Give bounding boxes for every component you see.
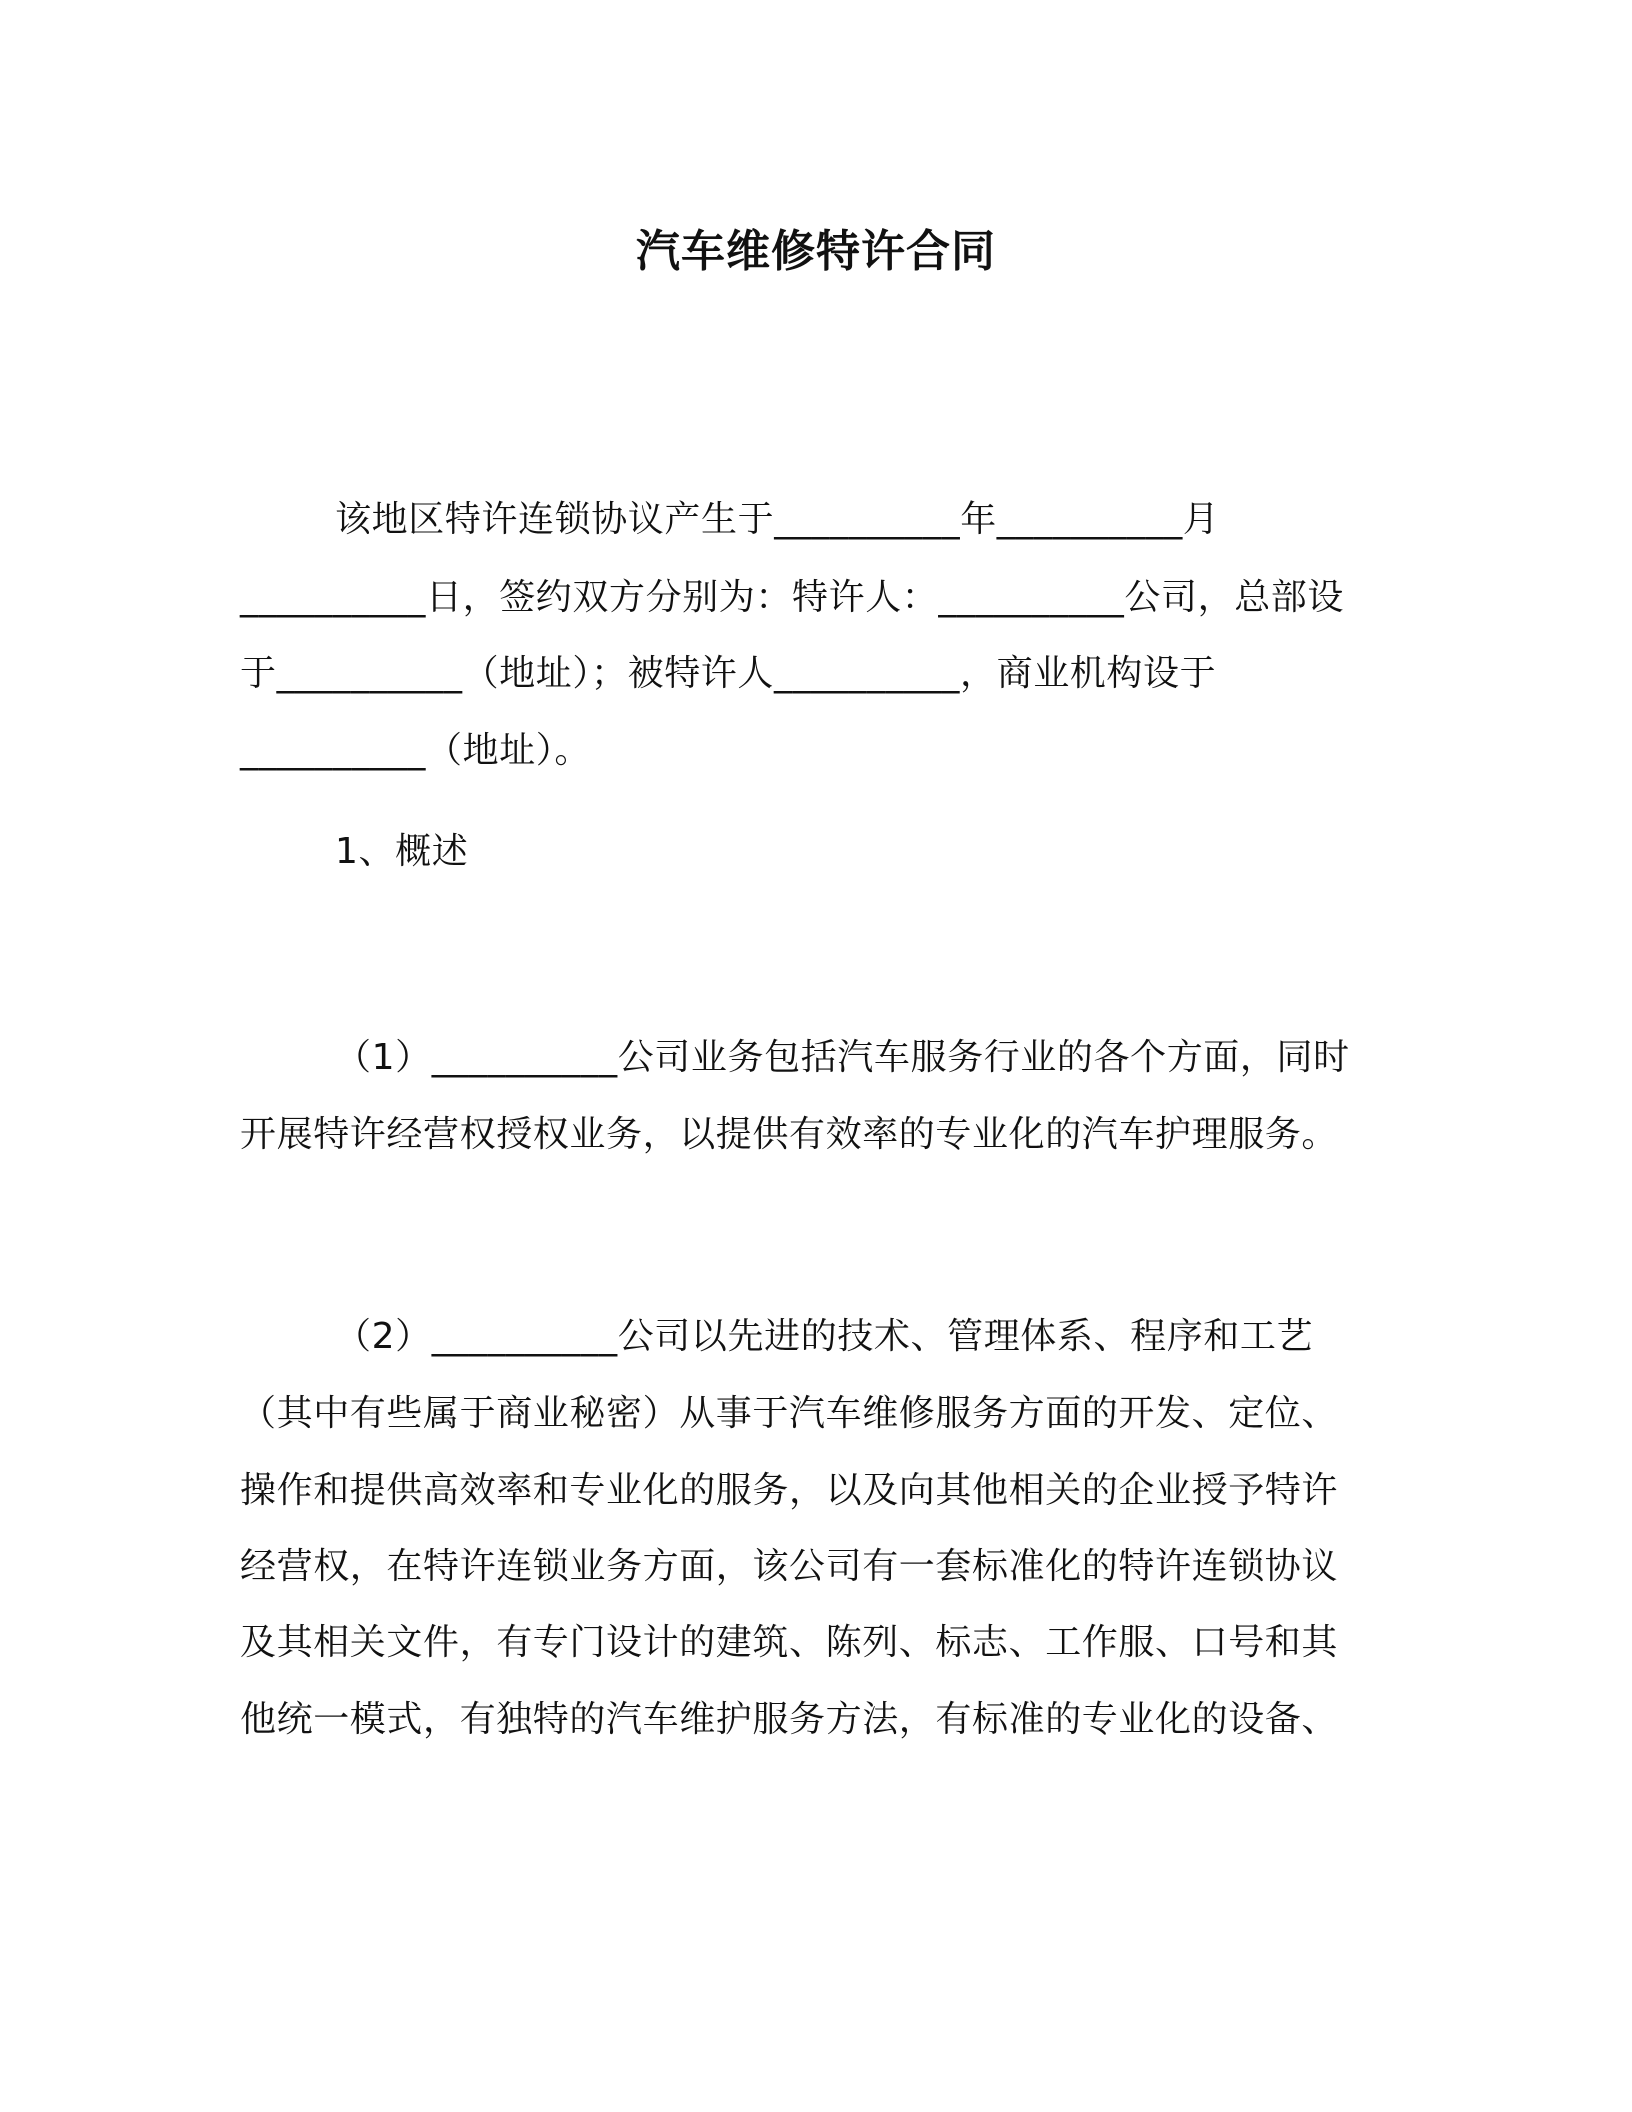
intro-line-1: 该地区特许连锁协议产生于__________年__________月 (335, 499, 1220, 540)
para-1-line-1: （1）__________公司业务包括汽车服务行业的各个方面，同时 (335, 1037, 1350, 1078)
para-2-line-2: （其中有些属于商业秘密）从事于汽车维修服务方面的开发、定位、 (240, 1393, 1339, 1434)
para-2-line-1: （2）__________公司以先进的技术、管理体系、程序和工艺 (335, 1316, 1314, 1357)
section-1-heading: 1、概述 (335, 831, 469, 872)
intro-line-3: 于__________（地址）；被特许人__________，商业机构设于 (240, 653, 1217, 694)
intro-line-4: __________（地址）。 (240, 730, 591, 771)
para-1-line-2: 开展特许经营权授权业务，以提供有效率的专业化的汽车护理服务。 (240, 1114, 1339, 1155)
para-2-line-3: 操作和提供高效率和专业化的服务，以及向其他相关的企业授予特许 (240, 1470, 1339, 1511)
para-2-line-6: 他统一模式，有独特的汽车维护服务方法，有标准的专业化的设备、 (240, 1699, 1339, 1740)
document-title: 汽车维修特许合同 (636, 226, 996, 277)
intro-line-2: __________日，签约双方分别为：特许人：__________公司，总部设 (240, 577, 1344, 618)
para-2-line-4: 经营权，在特许连锁业务方面，该公司有一套标准化的特许连锁协议 (240, 1546, 1339, 1587)
para-2-line-5: 及其相关文件，有专门设计的建筑、陈列、标志、工作服、口号和其 (240, 1622, 1339, 1663)
